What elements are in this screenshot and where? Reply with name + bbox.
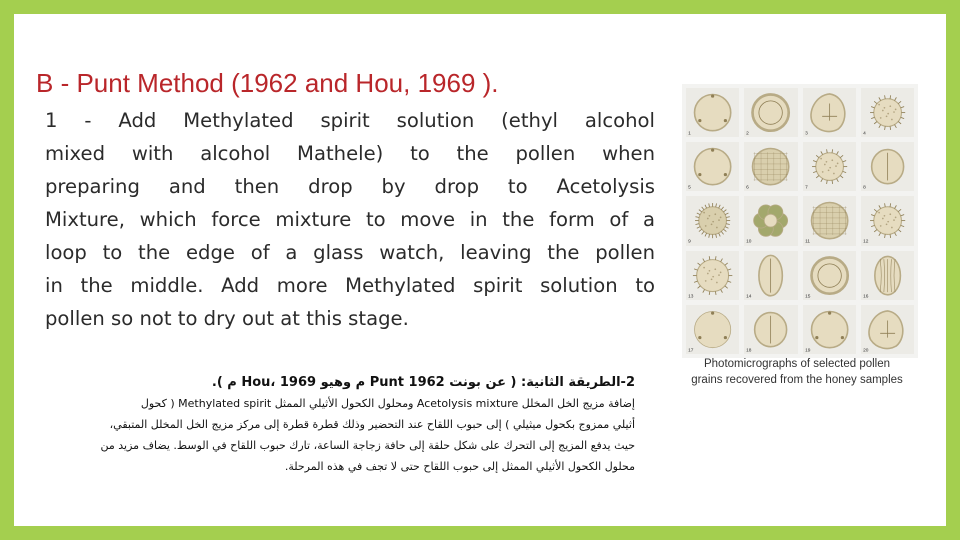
pollen-image: [803, 142, 856, 191]
pollen-number: 4: [862, 131, 866, 137]
pollen-image: [686, 88, 739, 137]
pollen-number: 6: [746, 185, 750, 191]
pollen-number: 12: [862, 239, 869, 245]
pollen-image: [861, 196, 914, 245]
pollen-image: [861, 142, 914, 191]
image-caption: [672, 356, 922, 388]
pollen-number: 16: [862, 294, 869, 300]
body-line: mixed with alcohol Mathele) to the pollen when: [45, 142, 655, 165]
pollen-image: [803, 196, 856, 245]
pollen-number: 18: [746, 348, 752, 354]
arabic-line: أثيلي ممزوج بكحول ميثيلي ) إلى حبوب اللقاح عند التحضير وذلك قطرة قطرة إلى مركز مزيج الخل المخلل المتبقي،: [109, 418, 635, 431]
pollen-image: [744, 196, 797, 245]
pollen-image: [744, 142, 797, 191]
arabic-heading: 2-الطريقة الثانية: ( عن بونت 1962 Punt م وهيو Hou، 1969 م ).: [211, 375, 635, 390]
pollen-image: [686, 196, 739, 245]
pollen-number: 10: [746, 239, 752, 245]
body-line: in the middle. Add more Methylated spirit solution to: [45, 274, 655, 297]
pollen-number: 5: [688, 185, 691, 191]
pollen-number: 15: [804, 294, 810, 300]
slide-title: B - Punt Method (1962 and Hou, 1969 ).: [36, 68, 499, 98]
pollen-number: 3: [804, 131, 808, 137]
arabic-line: حيث يدفع المزيج إلى التحرك على شكل حلقة إلى حافة زجاجة الساعة، تارك حبوب اللقاح في الوسط. يضاف مزيد من: [100, 439, 635, 452]
pollen-number: 1: [688, 131, 691, 137]
arabic-paragraph: [30, 372, 635, 477]
pollen-number: 11: [804, 239, 810, 245]
body-line: loop to the edge of a glass watch, leaving the pollen: [45, 241, 655, 264]
pollen-image: [744, 251, 797, 300]
caption-line: grains recovered from the honey samples: [691, 374, 903, 386]
pollen-number: 2: [746, 131, 750, 137]
arabic-line: محلول الكحول الأثيلي الممثل إلى حبوب اللقاح حتى لا تجف في هذه المرحلة.: [284, 460, 635, 473]
pollen-number: 20: [862, 348, 869, 354]
pollen-number: 13: [688, 294, 694, 300]
pollen-photomicrograph-grid: [682, 84, 918, 358]
body-paragraph: [45, 104, 655, 335]
pollen-number: 19: [804, 348, 810, 354]
arabic-line: إضافة مزيج الخل المخلل Acetolysis mixture ومحلول الكحول الأثيلي الممثل Methylated spirit ( كحول: [140, 397, 635, 410]
pollen-number: 17: [688, 348, 694, 354]
pollen-image: [744, 88, 797, 137]
pollen-image: [803, 251, 856, 300]
body-line: preparing and then drop by drop to Acetolysis: [45, 175, 655, 198]
pollen-number: 8: [862, 185, 866, 191]
pollen-image: [803, 88, 856, 137]
caption-line: Photomicrographs of selected pollen: [703, 358, 891, 370]
pollen-number: 14: [746, 294, 752, 300]
pollen-image: [861, 305, 914, 354]
pollen-number: 7: [804, 185, 808, 191]
body-line: Mixture, which force mixture to move in the form of a: [45, 208, 655, 231]
body-line: 1 - Add Methylated spirit solution (ethyl alcohol: [45, 109, 655, 132]
pollen-image: [861, 88, 914, 137]
pollen-image: [686, 305, 739, 354]
body-line: pollen so not to dry out at this stage.: [45, 307, 409, 330]
pollen-image: [744, 305, 797, 354]
pollen-image: [803, 305, 856, 354]
pollen-image: [686, 251, 739, 300]
pollen-image: [686, 142, 739, 191]
pollen-image: [861, 251, 914, 300]
pollen-number: 9: [688, 239, 691, 245]
